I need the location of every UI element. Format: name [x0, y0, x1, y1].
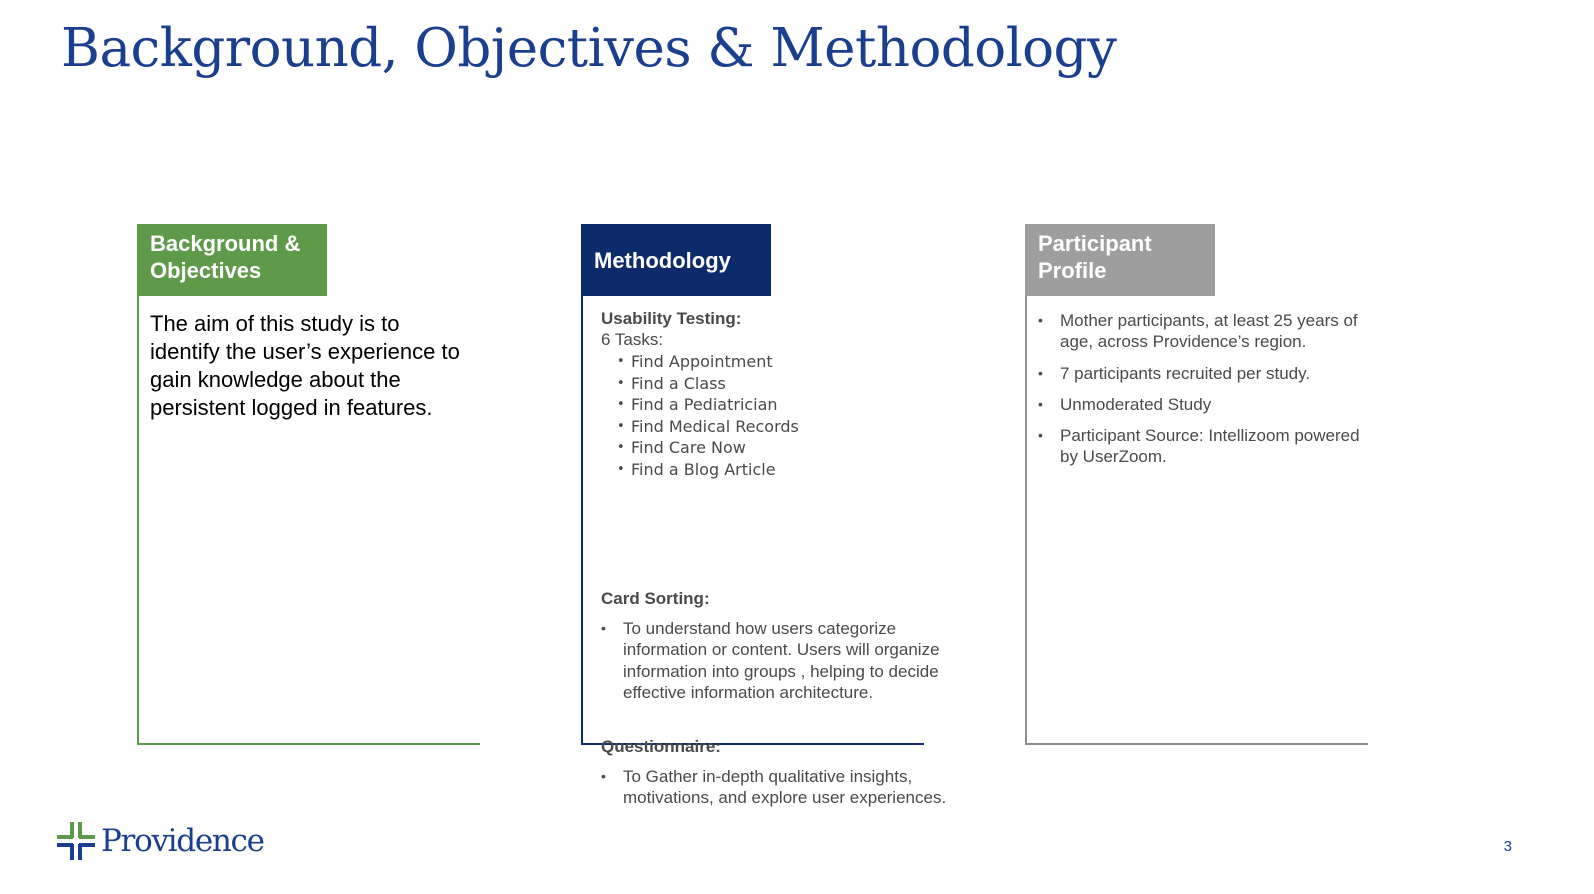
participant-list: [1038, 310, 1368, 468]
participant-bullet: • 7 participants recruited per study.: [1038, 363, 1368, 384]
task-item: • Find Appointment: [617, 351, 924, 373]
methodology-header-label: Methodology: [594, 247, 731, 273]
task-item: • Find Care Now: [617, 437, 924, 459]
background-objectives-text: The aim of this study is to identify the user’s experience to gain knowledge about the persistent logged in features.: [150, 311, 460, 420]
task-item: • Find a Blog Article: [617, 459, 924, 481]
participant-profile-body: [1038, 310, 1368, 478]
usability-testing-title: Usability Testing:: [601, 309, 742, 328]
methodology-body: [601, 308, 947, 808]
usability-testing-section: [601, 308, 924, 481]
providence-logo: [57, 822, 264, 860]
card-sorting-list: [601, 618, 941, 703]
task-item: • Find a Class: [617, 373, 924, 395]
participant-profile-card: [1025, 224, 1368, 745]
questionnaire-section: [601, 736, 961, 809]
task-item: • Find Medical Records: [617, 416, 924, 438]
participant-bullet: • Participant Source: Intellizoom powered by UserZoom.: [1038, 425, 1368, 468]
tasks-count: 6 Tasks:: [601, 330, 664, 349]
background-objectives-header: Background & Objectives: [137, 224, 327, 296]
providence-logo-text: Providence: [101, 823, 264, 859]
slide-title: Background, Objectives & Methodology: [61, 18, 1117, 79]
page-number: 3: [1503, 838, 1512, 855]
methodology-card: [581, 224, 947, 808]
card-sorting-section: [601, 588, 941, 703]
questionnaire-title: Questionnaire:: [601, 737, 721, 756]
participant-bullet: • Mother participants, at least 25 years of age, across Providence’s region.: [1038, 310, 1368, 353]
participant-profile-header: Participant Profile: [1025, 224, 1215, 296]
background-objectives-card: [137, 224, 480, 745]
questionnaire-bullet: • To Gather in-depth qualitative insights, motivations, and explore user experiences.: [601, 766, 961, 809]
methodology-header: [581, 224, 771, 296]
task-list: [601, 351, 924, 481]
background-objectives-body: [150, 310, 480, 422]
card-sorting-bullet: • To understand how users categorize information or content. Users will organize information into groups , helping to decide effective information architecture.: [601, 618, 941, 703]
participant-bullet: • Unmoderated Study: [1038, 394, 1368, 415]
card-sorting-title: Card Sorting:: [601, 589, 710, 608]
questionnaire-list: [601, 766, 961, 809]
task-item: • Find a Pediatrician: [617, 394, 924, 416]
providence-cross-logo-icon: [57, 822, 95, 860]
